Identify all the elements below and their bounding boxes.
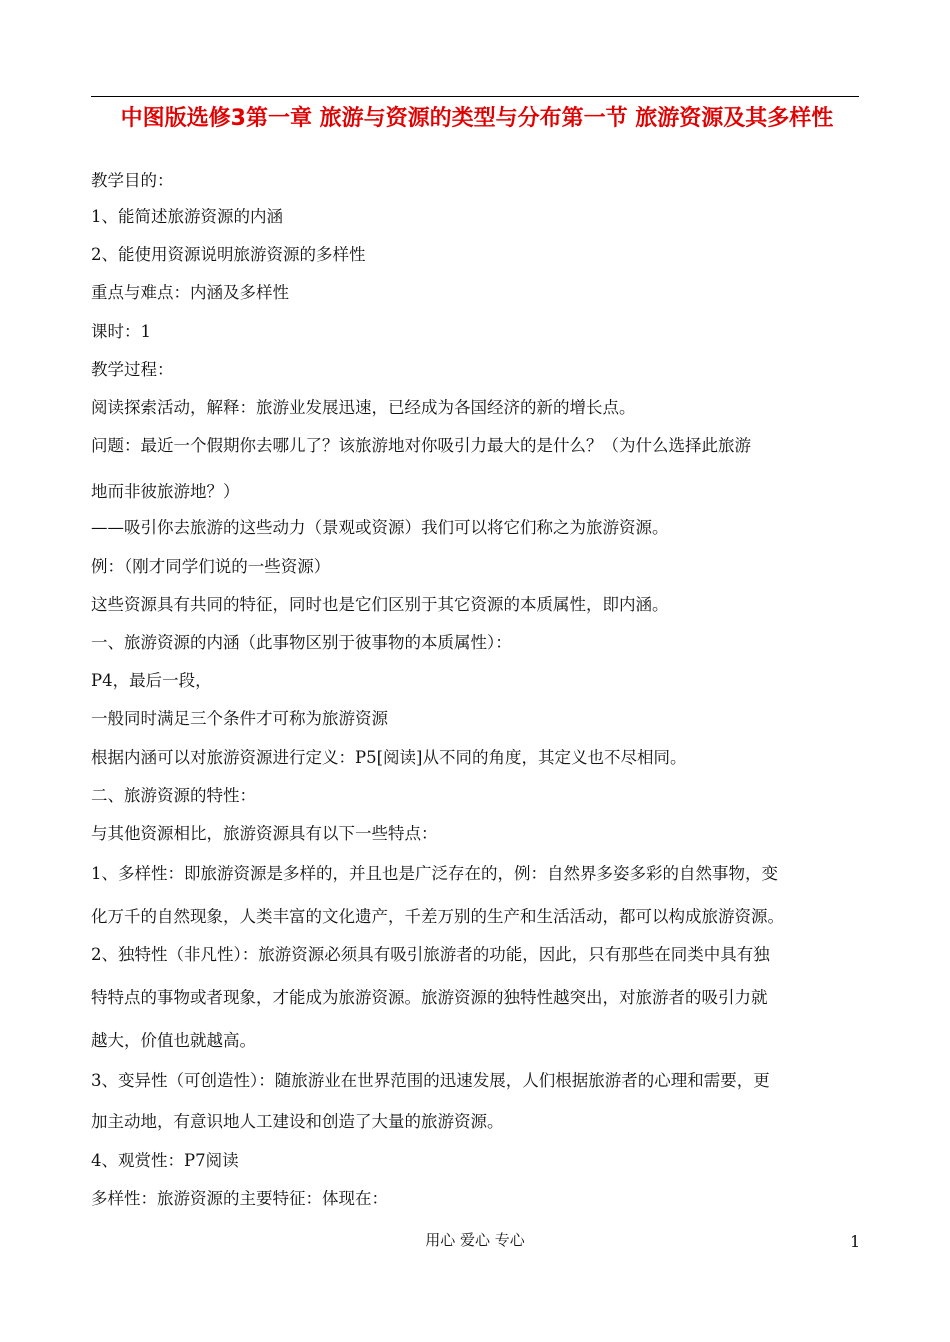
body-line: 二、旅游资源的特性： <box>91 786 256 805</box>
body-line: 教学过程： <box>91 360 174 379</box>
body-line: P4，最后一段， <box>91 671 212 690</box>
page-number: 1 <box>850 1232 861 1251</box>
body-line: 阅读探索活动，解释：旅游业发展迅速，已经成为各国经济的新的增长点。 <box>91 398 636 417</box>
body-line: 这些资源具有共同的特征，同时也是它们区别于其它资源的本质属性，即内涵。 <box>91 595 669 614</box>
body-line: 教学目的： <box>91 171 174 190</box>
body-line: 与其他资源相比，旅游资源具有以下一些特点： <box>91 824 438 843</box>
header-rule <box>91 96 859 97</box>
body-line: 多样性：旅游资源的主要特征：体现在： <box>91 1189 388 1208</box>
body-line: 越大，价值也就越高。 <box>91 1031 256 1050</box>
body-line: 2、独特性（非凡性）：旅游资源必须具有吸引旅游者的功能，因此，只有那些在同类中具有独 <box>91 945 770 964</box>
body-line: 化万千的自然现象，人类丰富的文化遗产，千差万别的生产和生活活动，都可以构成旅游资源。 <box>91 907 784 926</box>
body-line: 根据内涵可以对旅游资源进行定义：P5[阅读]从不同的角度，其定义也不尽相同。 <box>91 748 687 767</box>
body-line: 一般同时满足三个条件才可称为旅游资源 <box>91 709 388 728</box>
body-line: 2、能使用资源说明旅游资源的多样性 <box>91 245 366 264</box>
body-line: 问题：最近一个假期你去哪儿了？该旅游地对你吸引力最大的是什么？（为什么选择此旅游 <box>91 436 751 455</box>
body-line: 1、能简述旅游资源的内涵 <box>91 207 283 226</box>
document-title: 中图版选修3第一章 旅游与资源的类型与分布第一节 旅游资源及其多样性 <box>120 106 834 131</box>
body-line: 例：（刚才同学们说的一些资源） <box>91 557 331 576</box>
body-line: 课时：1 <box>91 322 151 341</box>
body-line: 1、多样性：即旅游资源是多样的，并且也是广泛存在的，例：自然界多姿多彩的自然事物，变 <box>91 864 778 883</box>
body-line: 特特点的事物或者现象，才能成为旅游资源。旅游资源的独特性越突出，对旅游者的吸引力就 <box>91 988 768 1007</box>
body-line: ——吸引你去旅游的这些动力（景观或资源）我们可以将它们称之为旅游资源。 <box>91 518 669 537</box>
body-line: 重点与难点：内涵及多样性 <box>91 283 289 302</box>
body-line: 3、变异性（可创造性）：随旅游业在世界范围的迅速发展，人们根据旅游者的心理和需要，更 <box>91 1071 770 1090</box>
body-line: 4、观赏性：P7阅读 <box>91 1151 239 1170</box>
footer-text: 用心 爱心 专心 <box>425 1231 525 1249</box>
body-line: 地而非彼旅游地？） <box>91 482 240 501</box>
body-line: 加主动地，有意识地人工建设和创造了大量的旅游资源。 <box>91 1112 504 1131</box>
body-line: 一、旅游资源的内涵（此事物区别于彼事物的本质属性）： <box>91 633 512 652</box>
